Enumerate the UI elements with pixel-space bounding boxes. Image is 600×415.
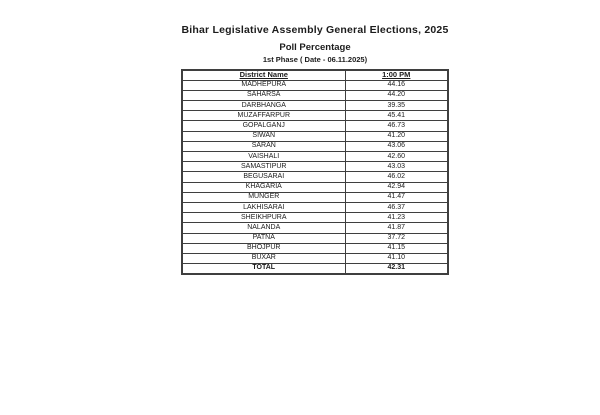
table-row	[182, 243, 448, 253]
poll-percent-cell: 43.06	[345, 141, 448, 151]
district-name-cell: SHEIKHPURA	[182, 213, 345, 223]
table-row	[182, 192, 448, 202]
district-name-cell: BUXAR	[182, 253, 345, 263]
poll-percent-cell: 46.73	[345, 121, 448, 131]
poll-percent-cell: 46.37	[345, 202, 448, 212]
district-name-cell: BEGUSARAI	[182, 172, 345, 182]
table-row	[182, 162, 448, 172]
district-name-cell: PATNA	[182, 233, 345, 243]
poll-percentage-table	[181, 69, 449, 275]
poll-percent-cell: 45.41	[345, 111, 448, 121]
table-row	[182, 182, 448, 192]
table-row	[182, 223, 448, 233]
table-row	[182, 80, 448, 90]
table-row	[182, 213, 448, 223]
poll-percent-cell: 41.87	[345, 223, 448, 233]
district-name-cell: SAHARSA	[182, 90, 345, 100]
table-row	[182, 101, 448, 111]
district-name-cell: SAMASTIPUR	[182, 162, 345, 172]
table-header-row	[182, 70, 448, 80]
table-row	[182, 111, 448, 121]
column-header-district: District Name	[182, 70, 345, 80]
district-name-cell: NALANDA	[182, 223, 345, 233]
poll-percent-cell: 42.94	[345, 182, 448, 192]
district-name-cell: LAKHISARAI	[182, 202, 345, 212]
phase-date-line: 1st Phase ( Date - 06.11.2025)	[262, 55, 368, 64]
district-name-cell: BHOJPUR	[182, 243, 345, 253]
page-subtitle: Poll Percentage	[279, 42, 351, 53]
page-title: Bihar Legislative Assembly General Elections, 2025	[181, 24, 449, 36]
poll-percent-cell: 44.20	[345, 90, 448, 100]
table-row	[182, 90, 448, 100]
table-row	[182, 202, 448, 212]
table-row	[182, 141, 448, 151]
table-row	[182, 233, 448, 243]
poll-percent-cell: 41.20	[345, 131, 448, 141]
total-label-cell: TOTAL	[182, 264, 345, 274]
poll-percent-cell: 44.16	[345, 80, 448, 90]
poll-percent-cell: 41.23	[345, 213, 448, 223]
poll-percent-cell: 46.02	[345, 172, 448, 182]
district-name-cell: GOPALGANJ	[182, 121, 345, 131]
district-name-cell: KHAGARIA	[182, 182, 345, 192]
table-total-row	[182, 264, 448, 274]
poll-percent-cell: 43.03	[345, 162, 448, 172]
table-row	[182, 131, 448, 141]
district-name-cell: SIWAN	[182, 131, 345, 141]
district-name-cell: MUZAFFARPUR	[182, 111, 345, 121]
poll-percent-cell: 41.15	[345, 243, 448, 253]
table-row	[182, 172, 448, 182]
district-name-cell: DARBHANGA	[182, 101, 345, 111]
total-value-cell: 42.31	[345, 264, 448, 274]
district-name-cell: MUNGER	[182, 192, 345, 202]
poll-percent-cell: 42.60	[345, 152, 448, 162]
district-name-cell: MADHEPURA	[182, 80, 345, 90]
table-row	[182, 152, 448, 162]
poll-percent-cell: 37.72	[345, 233, 448, 243]
poll-percent-cell: 41.47	[345, 192, 448, 202]
district-name-cell: VAISHALI	[182, 152, 345, 162]
table-row	[182, 253, 448, 263]
poll-percent-cell: 41.10	[345, 253, 448, 263]
poll-percent-cell: 39.35	[345, 101, 448, 111]
table-row	[182, 121, 448, 131]
table-body	[182, 80, 448, 263]
content-block	[30, 24, 600, 275]
district-name-cell: SARAN	[182, 141, 345, 151]
column-header-time: 1:00 PM	[345, 70, 448, 80]
